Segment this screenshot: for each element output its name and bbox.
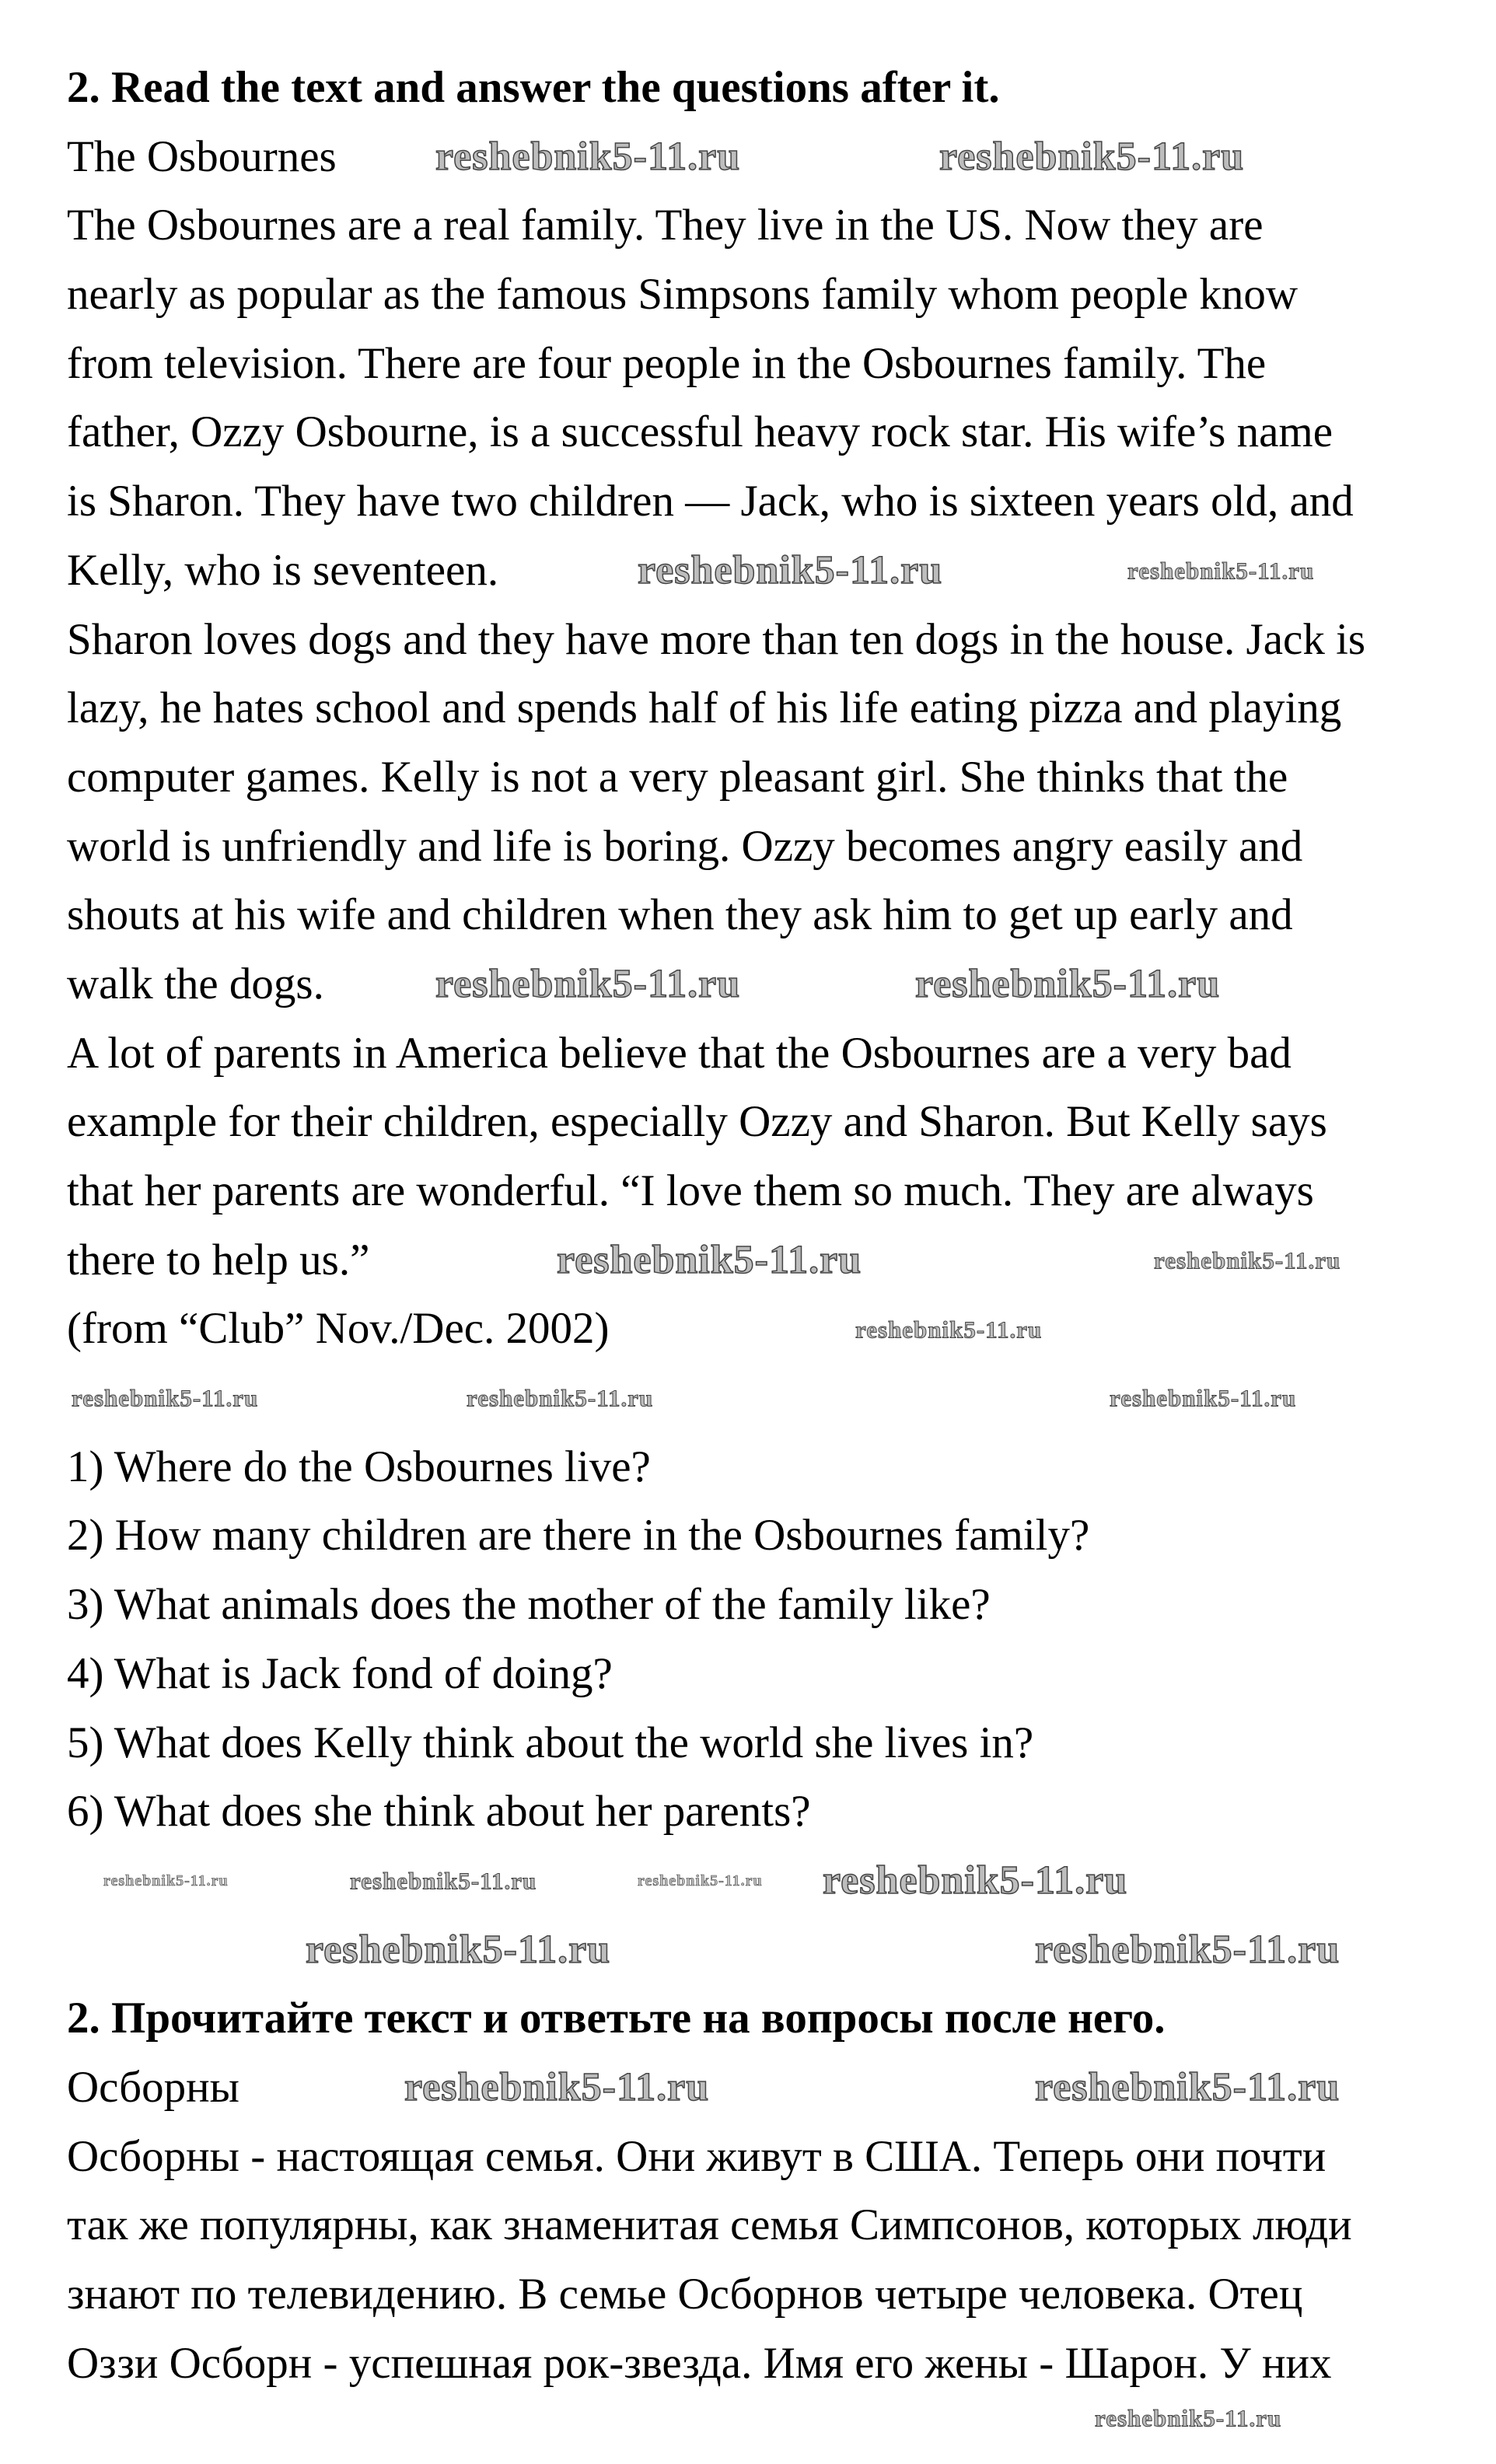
- text-line: father, Ozzy Osbourne, is a successful heavy rock star. His wife’s name: [67, 407, 1333, 457]
- russian-heading: 2. Прочитайте текст и ответьте на вопросы после него.: [67, 1994, 1166, 2043]
- english-text: [67, 191, 1466, 1364]
- watermark: reshebnik5-11.ru: [638, 548, 943, 592]
- watermark: reshebnik5-11.ru: [1035, 1928, 1340, 1972]
- text-line: shouts at his wife and children when they ask him to get up early and: [67, 890, 1293, 940]
- watermark: reshebnik5-11.ru: [306, 1928, 611, 1972]
- watermark: reshebnik5-11.ru: [435, 135, 741, 179]
- watermark: reshebnik5-11.ru: [823, 1858, 1128, 1903]
- watermark: reshebnik5-11.ru: [915, 962, 1221, 1006]
- watermark: reshebnik5-11.ru: [467, 1384, 654, 1412]
- text-line: world is unfriendly and life is boring. Ozzy becomes angry easily and: [67, 821, 1303, 871]
- question: 6) What does she think about her parents?: [67, 1787, 811, 1837]
- text-line: Sharon loves dogs and they have more than ten dogs in the house. Jack is: [67, 614, 1366, 664]
- text-line: nearly as popular as the famous Simpsons family whom people know: [67, 270, 1299, 320]
- watermark: reshebnik5-11.ru: [1035, 2065, 1340, 2109]
- question: 2) How many children are there in the Osbournes family?: [67, 1511, 1090, 1561]
- watermark: reshebnik5-11.ru: [350, 1867, 537, 1895]
- text-line: from television. There are four people in the Osbournes family. The: [67, 338, 1267, 388]
- text-line: знают по телевидению. В семье Осборнов четыре человека. Отец: [67, 2270, 1303, 2319]
- text-line: is Sharon. They have two children — Jack, who is sixteen years old, and: [67, 477, 1354, 526]
- source-line: (from “Club” Nov./Dec. 2002): [67, 1304, 610, 1354]
- watermark: reshebnik5-11.ru: [404, 2065, 710, 2109]
- watermark: reshebnik5-11.ru: [72, 1384, 259, 1412]
- watermark: reshebnik5-11.ru: [855, 1316, 1043, 1344]
- russian-text: [67, 2123, 1466, 2399]
- text-line: example for their children, especially Ozzy and Sharon. But Kelly says: [67, 1097, 1327, 1147]
- text-line: there to help us.”: [67, 1235, 370, 1284]
- text-line: Kelly, who is seventeen.: [67, 545, 499, 595]
- question: 5) What does Kelly think about the world she lives in?: [67, 1718, 1034, 1767]
- text-line: lazy, he hates school and spends half of his life eating pizza and playing: [67, 683, 1342, 733]
- question: 3) What animals does the mother of the family like?: [67, 1580, 991, 1630]
- text-line: that her parents are wonderful. “I love them so much. They are always: [67, 1166, 1314, 1215]
- watermark: reshebnik5-11.ru: [1110, 1384, 1297, 1412]
- russian-title: Осборны: [67, 2062, 239, 2112]
- question: 1) Where do the Osbournes live?: [67, 1442, 651, 1491]
- watermark: reshebnik5-11.ru: [435, 962, 741, 1006]
- watermark: reshebnik5-11.ru: [1127, 557, 1315, 585]
- watermark: reshebnik5-11.ru: [638, 1872, 763, 1889]
- text-line: The Osbournes are a real family. They live in the US. Now they are: [67, 201, 1264, 250]
- question: 4) What is Jack fond of doing?: [67, 1648, 613, 1698]
- text-line: walk the dogs.: [67, 959, 324, 1008]
- text-line: computer games. Kelly is not a very pleasant girl. She thinks that the: [67, 752, 1288, 802]
- text-title: The Osbournes: [67, 131, 337, 181]
- text-line: так же популярны, как знаменитая семья Симпсонов, которых люди: [67, 2200, 1352, 2250]
- text-line: Оззи Осборн - успешная рок-звезда. Имя его жены - Шарон. У них: [67, 2338, 1332, 2388]
- text-line: Осборны - настоящая семья. Они живут в США. Теперь они почти: [67, 2131, 1326, 2181]
- watermark: reshebnik5-11.ru: [1154, 1246, 1341, 1274]
- watermark: reshebnik5-11.ru: [103, 1872, 229, 1889]
- watermark: reshebnik5-11.ru: [557, 1238, 862, 1282]
- text-line: A lot of parents in America believe that the Osbournes are a very bad: [67, 1028, 1292, 1078]
- watermark: reshebnik5-11.ru: [939, 135, 1245, 179]
- watermark: reshebnik5-11.ru: [1095, 2404, 1282, 2432]
- questions-list: [67, 1433, 1466, 1847]
- document: [67, 54, 1466, 2398]
- exercise-heading: 2. Read the text and answer the questions after it.: [67, 63, 1000, 112]
